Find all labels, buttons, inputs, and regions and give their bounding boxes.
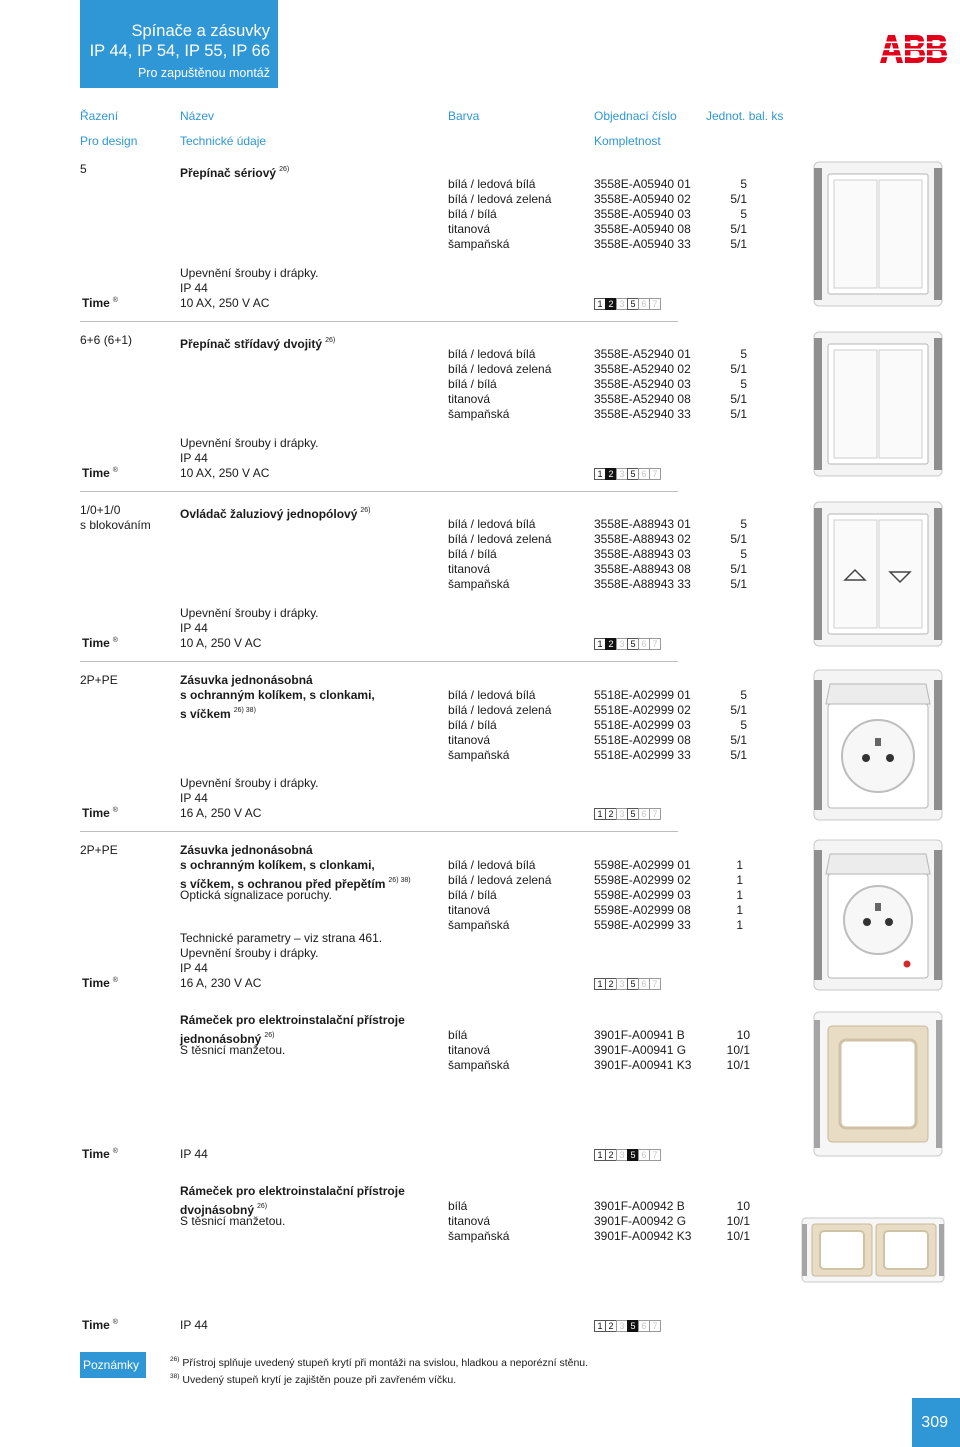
order-number: 5598E-A02999 02 [594,873,691,887]
order-number: 5598E-A02999 08 [594,903,691,917]
color-item: bílá / ledová zelená [448,192,552,206]
product-name-line-2: s ochranným kolíkem, s clonkami, [180,858,375,872]
two-rocker-switch-image [812,160,946,310]
box-5: 5 [627,808,639,820]
product-code: 2P+PE [80,673,118,687]
box-3: 3 [616,298,628,310]
pack-qty-list [700,1028,750,1073]
product-feature: S těsnicí manžetou. [180,1214,286,1228]
order-number: 3901F-A00942 K3 [594,1229,692,1243]
order-number-list [594,517,704,592]
color-item: titanová [448,1043,491,1057]
pack-qty: 5/1 [730,733,747,747]
box-6: 6 [638,468,650,480]
ip-rating: IP 44 [180,281,208,295]
title-line-1: Spínače a zásuvky [131,22,270,40]
product-name-line-3: s víčkem $^{26) 38)}$ [180,707,256,721]
pack-qty: 10 [736,1028,750,1042]
order-number: 3558E-A05940 01 [594,177,691,191]
order-number: 3558E-A52940 01 [594,347,691,361]
ip-rating: IP 44 [180,621,208,635]
color-list [448,1028,588,1073]
product-name-line-2: jednonásobný $^{26)}$ [180,1032,275,1046]
pack-qty: 5 [740,517,747,531]
box-3: 3 [616,978,628,990]
color-item: bílá / bílá [448,547,497,561]
ip-rating: IP 44 [180,1318,208,1332]
box-7: 7 [649,978,661,990]
time-design-label: Time ® [82,806,118,820]
order-number-list [594,688,704,763]
order-number: 5598E-A02999 33 [594,918,691,932]
pack-qty: 10/1 [726,1058,750,1072]
order-number-list [594,177,704,252]
subtitle: Pro zapuštěnou montáž [137,66,270,80]
color-item: bílá / ledová zelená [448,703,552,717]
double-frame-image [800,1216,948,1286]
pack-qty: 1 [736,903,743,917]
section-divider [80,491,678,492]
column-header-design: Pro design [80,134,138,148]
packing-box-strip [594,1149,660,1161]
box-1: 1 [594,638,606,650]
abb-logo [878,34,950,64]
order-number: 5598E-A02999 01 [594,858,691,872]
order-number: 3558E-A88943 02 [594,532,691,546]
two-rocker-switch-image [812,330,946,480]
box-5: 5 [627,298,639,310]
box-5: 5 [627,638,639,650]
pack-qty: 10/1 [726,1214,750,1228]
footnotes [170,1353,588,1387]
box-7: 7 [649,1320,661,1332]
box-6: 6 [638,978,650,990]
pack-qty: 10/1 [726,1229,750,1243]
pack-qty: 5 [740,207,747,221]
color-item: bílá / ledová zelená [448,873,552,887]
column-header-pack-qty: Jednot. bal. ks [706,109,784,123]
time-design-label: Time ® [82,636,118,650]
ip-rating: IP 44 [180,791,208,805]
time-design-label: Time ® [82,1147,118,1161]
pack-qty: 5/1 [730,407,747,421]
order-number: 3901F-A00941 G [594,1043,687,1057]
electrical-rating: 16 A, 230 V AC [180,976,262,990]
color-item: šampaňská [448,918,510,932]
notes-label: Poznámky [80,1352,146,1378]
pack-qty: 1 [736,858,743,872]
color-item: bílá / ledová bílá [448,688,536,702]
pack-qty: 5/1 [730,577,747,591]
product-name-line-2: dvojnásobný $^{26)}$ [180,1203,268,1217]
box-7: 7 [649,1149,661,1161]
column-header-order: Řazení [80,109,119,123]
pack-qty-list [700,688,747,763]
order-number: 3901F-A00942 B [594,1199,685,1213]
page-number: 309 [912,1398,960,1447]
mounting-note: Upevnění šrouby i drápky. [180,946,319,960]
box-1: 1 [594,1149,606,1161]
color-item: titanová [448,1214,491,1228]
socket-with-lid-surge-image [812,838,946,994]
product-name: Přepínač sériový $^{26)}$ [180,166,290,180]
box-6: 6 [638,1320,650,1332]
color-item: bílá / ledová bílá [448,347,536,361]
column-header-completeness: Kompletnost [594,134,661,148]
pack-qty: 5/1 [730,532,747,546]
color-item: bílá [448,1028,468,1042]
pack-qty: 5/1 [730,703,747,717]
box-3: 3 [616,808,628,820]
box-5: 5 [627,468,639,480]
pack-qty: 1 [736,918,743,932]
color-item: šampaňská [448,237,510,251]
product-name: Ovládač žaluziový jednopólový $^{26)}$ [180,507,371,521]
color-item: bílá / bílá [448,718,497,732]
section-divider [80,831,678,832]
color-item: titanová [448,903,491,917]
color-item: bílá / ledová zelená [448,362,552,376]
packing-box-strip [594,808,660,820]
section-divider [80,661,678,662]
pack-qty-list [700,858,743,933]
mounting-note: Upevnění šrouby i drápky. [180,436,319,450]
order-number: 5518E-A02999 01 [594,688,691,702]
packing-box-strip [594,298,660,310]
title-line-2: IP 44, IP 54, IP 55, IP 66 [89,42,270,60]
color-list [448,517,588,592]
order-number: 3558E-A05940 03 [594,207,691,221]
color-item: šampaňská [448,407,510,421]
pack-qty: 10/1 [726,1043,750,1057]
pack-qty: 1 [736,888,743,902]
order-number: 5518E-A02999 03 [594,718,691,732]
pack-qty: 5 [740,347,747,361]
box-5: 5 [627,1320,639,1332]
product-name-line-1: Rámeček pro elektroinstalační přístroje [180,1013,405,1027]
column-header-name: Název [180,109,215,123]
pack-qty-list [700,517,747,592]
order-number: 5598E-A02999 03 [594,888,691,902]
order-number: 3558E-A88943 03 [594,547,691,561]
order-number-list [594,347,704,422]
box-7: 7 [649,808,661,820]
box-5: 5 [627,978,639,990]
packing-box-strip [594,468,660,480]
color-item: titanová [448,562,491,576]
color-item: titanová [448,222,491,236]
time-design-label: Time ® [82,466,118,480]
section-divider [80,321,678,322]
order-number: 3901F-A00941 K3 [594,1058,692,1072]
pack-qty: 10 [736,1199,750,1213]
product-code: 6+6 (6+1) [80,333,133,347]
mounting-note: Upevnění šrouby i drápky. [180,266,319,280]
order-number: 5518E-A02999 08 [594,733,691,747]
box-3: 3 [616,1149,628,1161]
pack-qty: 5 [740,177,747,191]
packing-box-strip [594,638,660,650]
product-name-line-3: s víčkem, s ochranou před přepětím $^{26) 38)}$ [180,877,411,891]
time-design-label: Time ® [82,976,118,990]
product-feature: S těsnicí manžetou. [180,1043,286,1057]
footnote: $^{26)}$ Přístroj splňuje uvedený stupeň krytí při montáži na svislou, hladkou a neporézní stěnu. [170,1356,589,1369]
mounting-note: Upevnění šrouby i drápky. [180,776,319,790]
color-item: šampaňská [448,748,510,762]
order-number: 3558E-A52940 08 [594,392,691,406]
box-2: 2 [605,978,617,990]
time-design-label: Time ® [82,296,118,310]
color-list [448,858,588,933]
product-name-line-1: Zásuvka jednonásobná [180,843,313,857]
pack-qty: 5/1 [730,362,747,376]
tech-params-note: Technické parametry – viz strana 461. [180,931,383,945]
fault-indicator-icon [904,961,911,968]
box-7: 7 [649,638,661,650]
electrical-rating: 16 A, 250 V AC [180,806,262,820]
box-1: 1 [594,1320,606,1332]
box-2: 2 [605,808,617,820]
product-feature: Optická signalizace poruchy. [180,888,332,902]
box-6: 6 [638,298,650,310]
box-7: 7 [649,468,661,480]
box-1: 1 [594,298,606,310]
pack-qty: 5 [740,547,747,561]
box-1: 1 [594,808,606,820]
color-item: bílá [448,1199,468,1213]
color-item: titanová [448,733,491,747]
time-design-label: Time ® [82,1318,118,1332]
packing-box-strip [594,1320,660,1332]
column-header-color: Barva [448,109,480,123]
order-number: 3558E-A05940 08 [594,222,691,236]
box-6: 6 [638,808,650,820]
pack-qty-list [700,347,747,422]
single-frame-image [812,1010,946,1160]
color-list [448,177,588,252]
ip-rating: IP 44 [180,961,208,975]
column-header-tech: Technické údaje [180,134,267,148]
product-name-line-1: Rámeček pro elektroinstalační přístroje [180,1184,405,1198]
order-number: 3558E-A52940 03 [594,377,691,391]
pack-qty: 5 [740,688,747,702]
order-number: 3558E-A88943 33 [594,577,691,591]
box-3: 3 [616,1320,628,1332]
product-name-line-2: s ochranným kolíkem, s clonkami, [180,688,375,702]
color-item: bílá / ledová bílá [448,517,536,531]
order-number: 5518E-A02999 02 [594,703,691,717]
order-number: 3901F-A00942 G [594,1214,687,1228]
color-list [448,688,588,763]
box-2: 2 [605,468,617,480]
ip-rating: IP 44 [180,1147,208,1161]
product-code: 1/0+1/0 [80,503,121,517]
pack-qty: 5/1 [730,748,747,762]
order-number-list [594,1199,704,1244]
pack-qty: 5/1 [730,192,747,206]
order-number: 3901F-A00941 B [594,1028,685,1042]
order-number: 5518E-A02999 33 [594,748,691,762]
packing-box-strip [594,978,660,990]
box-6: 6 [638,1149,650,1161]
electrical-rating: 10 A, 250 V AC [180,636,262,650]
box-6: 6 [638,638,650,650]
color-item: bílá / ledová bílá [448,858,536,872]
mounting-note: Upevnění šrouby i drápky. [180,606,319,620]
order-number: 3558E-A52940 02 [594,362,691,376]
color-list [448,1199,588,1244]
pack-qty: 5/1 [730,562,747,576]
product-code: 2P+PE [80,843,118,857]
product-name: Přepínač střídavý dvojitý $^{26)}$ [180,337,336,351]
color-item: šampaňská [448,577,510,591]
order-number-list [594,1028,704,1073]
pack-qty: 5/1 [730,237,747,251]
color-item: šampaňská [448,1058,510,1072]
color-item: bílá / bílá [448,377,497,391]
socket-with-lid-image [812,668,946,824]
box-1: 1 [594,468,606,480]
product-code-detail: s blokováním [80,518,151,532]
order-number-list [594,858,704,933]
box-2: 2 [605,638,617,650]
order-number: 3558E-A52940 33 [594,407,691,421]
pack-qty: 5 [740,718,747,732]
footnote: $^{38)}$ Uvedený stupeň krytí je zajištěn pouze při zavřeném víčku. [170,1373,457,1386]
color-item: bílá / ledová zelená [448,532,552,546]
blind-switch-image [812,500,946,650]
pack-qty-list [700,177,747,252]
box-3: 3 [616,638,628,650]
color-item: bílá / bílá [448,888,497,902]
box-7: 7 [649,298,661,310]
color-item: šampaňská [448,1229,510,1243]
pack-qty: 1 [736,873,743,887]
electrical-rating: 10 AX, 250 V AC [180,466,270,480]
box-3: 3 [616,468,628,480]
pack-qty: 5 [740,377,747,391]
pack-qty-list [700,1199,750,1244]
electrical-rating: 10 AX, 250 V AC [180,296,270,310]
color-item: titanová [448,392,491,406]
pack-qty: 5/1 [730,222,747,236]
box-2: 2 [605,1320,617,1332]
box-1: 1 [594,978,606,990]
color-item: bílá / ledová bílá [448,177,536,191]
color-item: bílá / bílá [448,207,497,221]
pack-qty: 5/1 [730,392,747,406]
color-list [448,347,588,422]
box-2: 2 [605,298,617,310]
box-2: 2 [605,1149,617,1161]
column-header-order-number: Objednací číslo [594,109,677,123]
order-number: 3558E-A05940 33 [594,237,691,251]
box-5: 5 [627,1149,639,1161]
product-name-line-1: Zásuvka jednonásobná [180,673,313,687]
order-number: 3558E-A88943 08 [594,562,691,576]
product-code: 5 [80,162,87,176]
order-number: 3558E-A88943 01 [594,517,691,531]
ip-rating: IP 44 [180,451,208,465]
order-number: 3558E-A05940 02 [594,192,691,206]
